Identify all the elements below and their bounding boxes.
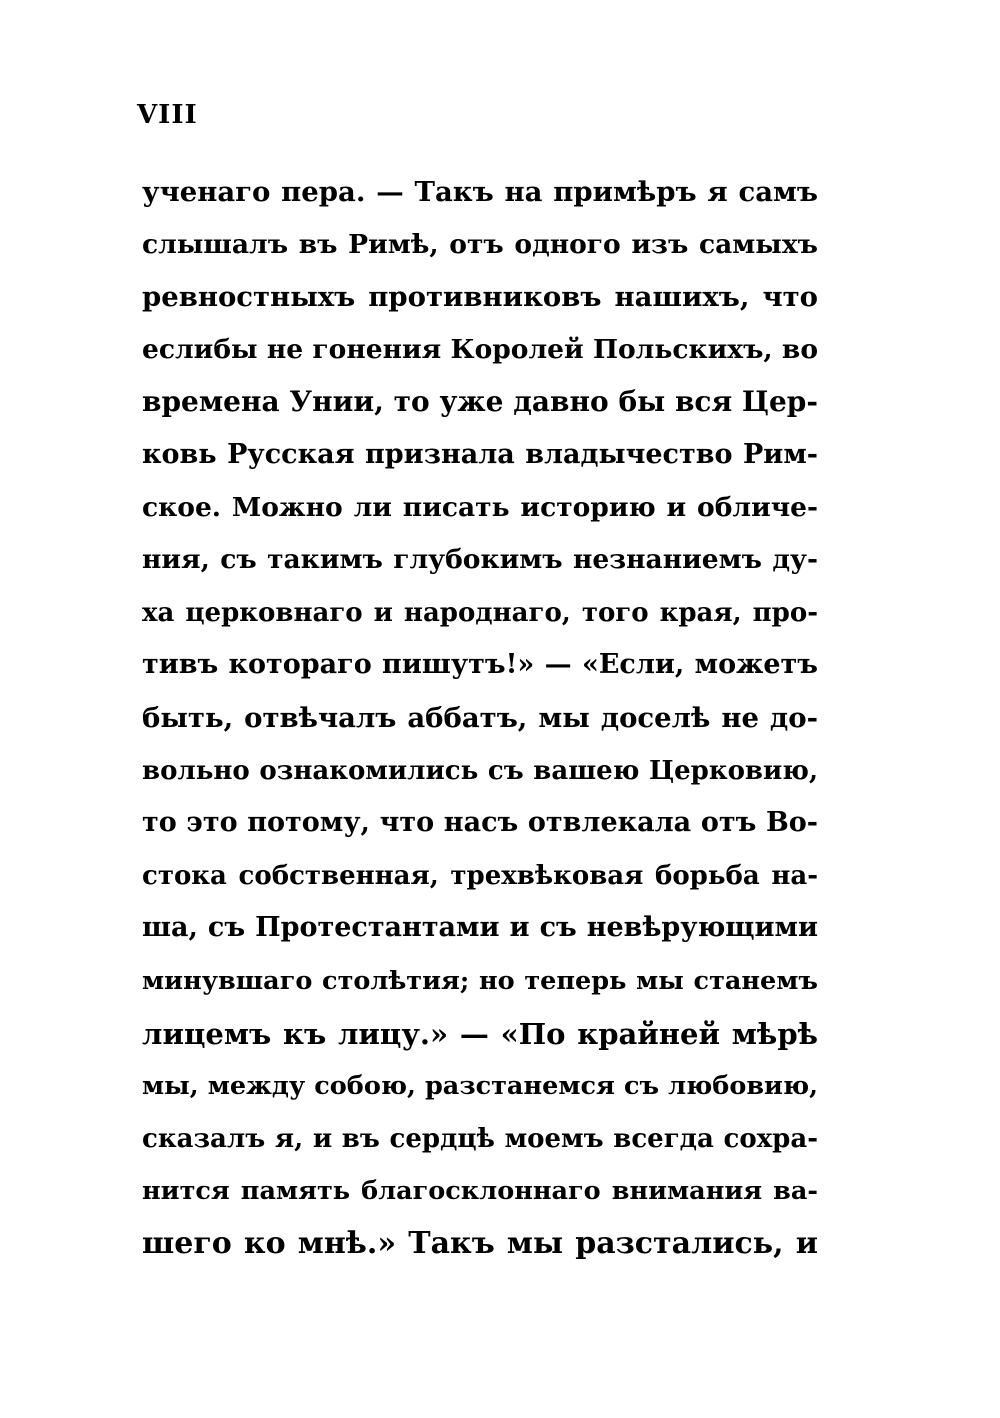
text-line: ха церковнаго и народнаго, того края, про- xyxy=(142,597,818,628)
page-number: VIII xyxy=(137,100,198,130)
text-line: нится память благосклоннаго внимания ва- xyxy=(142,1176,818,1207)
text-line: быть, отвѣчалъ аббатъ, мы доселѣ не до- xyxy=(142,701,818,734)
text-line: ковь Русская признала владычество Рим- xyxy=(142,438,818,470)
text-line: слышалъ въ Римѣ, отъ одного изъ самыхъ xyxy=(142,228,818,260)
text-line: минувшаго столѣтия; но теперь мы станемъ xyxy=(142,965,818,996)
text-line: еслибы не гонения Королей Польскихъ, во xyxy=(142,333,818,365)
text-line: ученаго пера. — Такъ на примѣръ я самъ xyxy=(142,176,818,208)
text-line: ния, съ такимъ глубокимъ незнаниемъ ду- xyxy=(142,544,818,576)
text-line: шего ко мнѣ.» Такъ мы разстались, и xyxy=(142,1225,818,1261)
text-line: ское. Можно ли писать историю и обличе- xyxy=(142,491,818,523)
body-text xyxy=(142,166,818,1270)
text-line: лицемъ къ лицу.» — «По крайней мѣрѣ xyxy=(142,1016,818,1051)
text-line: времена Унии, то уже давно бы вся Цер- xyxy=(142,385,818,419)
text-line: ревностныхъ противниковъ нашихъ, что xyxy=(142,281,818,314)
text-line: стока собственная, трехвѣковая борьба на- xyxy=(142,860,818,891)
text-line: вольно ознакомились съ вашею Церковию, xyxy=(142,755,818,786)
text-line: то это потому, что насъ отвлекала отъ Во- xyxy=(142,807,818,839)
text-line: тивъ котораго пишутъ!» — «Если, можетъ xyxy=(142,649,818,681)
text-line: сказалъ я, и въ сердцѣ моемъ всегда сохра- xyxy=(142,1123,818,1154)
text-line: мы, между собою, разстанемся съ любовию, xyxy=(142,1071,818,1102)
text-line: ша, съ Протестантами и съ невѣрующими xyxy=(142,912,818,944)
